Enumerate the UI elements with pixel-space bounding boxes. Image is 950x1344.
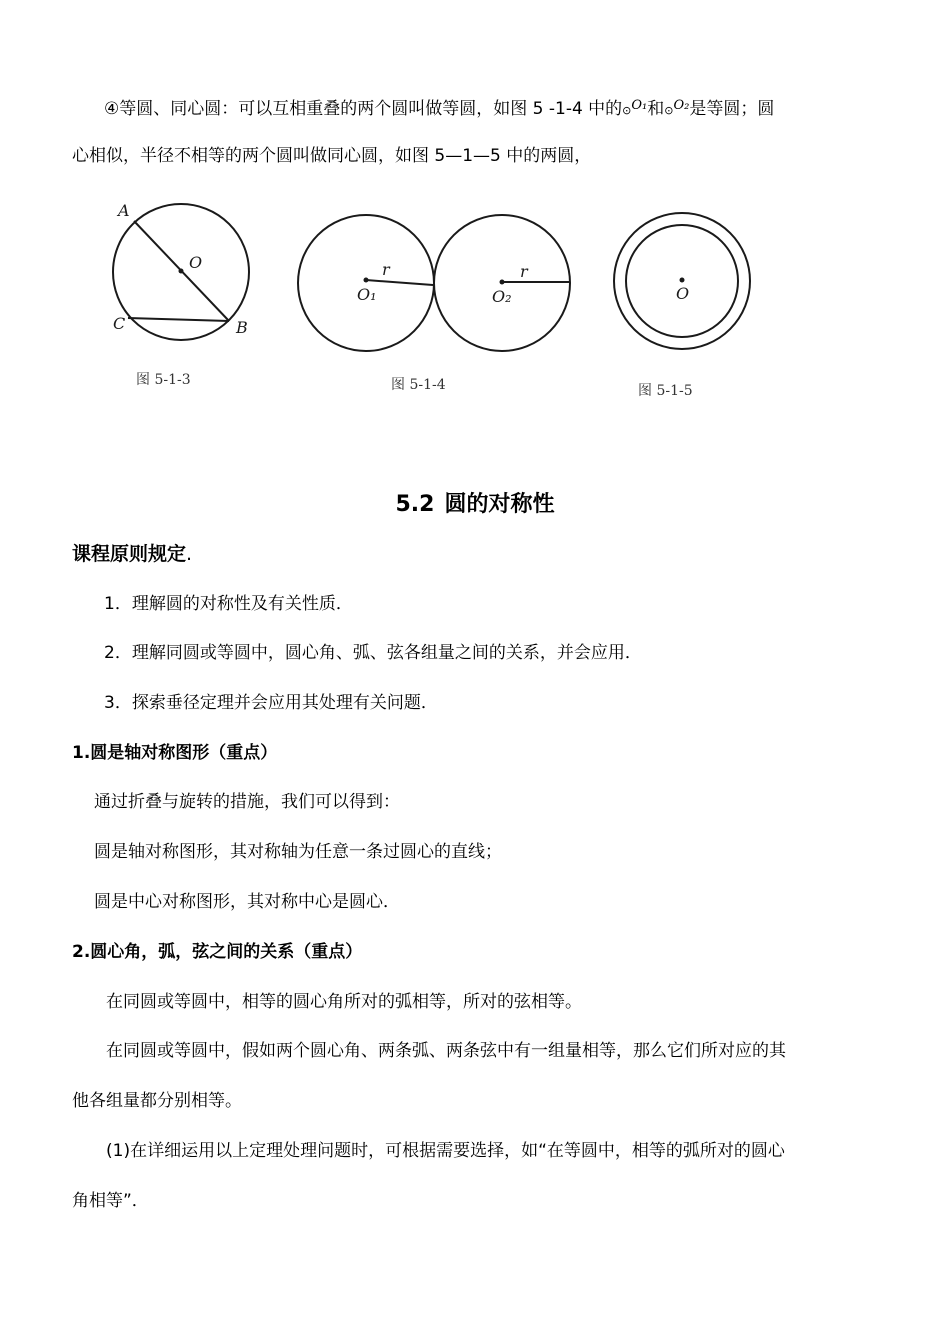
fig1-label-o: O <box>189 253 203 272</box>
intro-line-1-prefix: ④等圆、同心圆：可以互相重叠的两个圆叫做等圆，如图 5 -1-4 中的 <box>104 99 623 119</box>
section-title <box>0 490 950 520</box>
standard-heading-suffix: . <box>186 543 193 565</box>
fig1-chord-cb <box>128 318 229 321</box>
figures-area <box>0 0 950 420</box>
figure-5-1-3 <box>113 201 249 388</box>
fig1-center-dot <box>179 269 184 274</box>
standard-heading-text: 课程原则规定 <box>72 543 187 565</box>
figure-5-1-4 <box>298 215 570 393</box>
fig1-label-c: C <box>113 314 126 333</box>
fig2-center-dot-1 <box>364 278 369 283</box>
point2-line-5: 角相等”． <box>72 1191 149 1211</box>
fig2-label-o2: O₂ <box>492 287 512 306</box>
point2-line-4: (1)在详细运用以上定理处理问题时，可根据需要选择，如“在等圆中，相等的弧所对的圆心 <box>106 1141 785 1161</box>
fig2-label-o1: O₁ <box>357 285 377 304</box>
fig3-label-o: O <box>676 284 690 303</box>
fig1-label-b: B <box>236 318 248 337</box>
standard-item-2: 2．理解同圆或等圆中，圆心角、弧、弦各组量之间的关系，并会应用． <box>104 643 642 663</box>
fig2-caption: 图 5-1-4 <box>391 377 446 393</box>
standard-item-1: 1．理解圆的对称性及有关性质． <box>104 594 353 614</box>
fig1-label-a: A <box>118 201 130 220</box>
point2-heading: 2.圆心角，弧，弦之间的关系（重点） <box>72 942 363 962</box>
point2-line-2: 在同圆或等圆中，假如两个圆心角、两条弧、两条弦中有一组量相等，那么它们所对应的其 <box>106 1041 786 1061</box>
intro-line-2: 心相似，半径不相等的两个圆叫做同心圆，如图 5—1—5 中的两圆， <box>72 146 592 166</box>
o1-symbol: O₁ <box>631 98 648 113</box>
standard-item-3: 3．探索垂径定理并会应用其处理有关问题． <box>104 693 438 713</box>
o2-symbol: O₂ <box>673 98 690 113</box>
intro-line-1-suffix: 是等圆；圆 <box>689 99 775 119</box>
point1-heading: 1.圆是轴对称图形（重点） <box>72 743 278 763</box>
section-title-text: 圆的对称性 <box>444 492 555 517</box>
figure-5-1-5 <box>614 213 750 399</box>
fig2-label-r2: r <box>520 262 528 281</box>
fig2-label-r1: r <box>382 260 390 279</box>
point1-line-1: 通过折叠与旋转的措施，我们可以得到： <box>94 792 400 812</box>
point1-line-2: 圆是轴对称图形，其对称轴为任意一条过圆心的直线； <box>94 842 502 862</box>
fig1-caption: 图 5-1-3 <box>136 372 191 388</box>
fig3-center-dot <box>680 278 685 283</box>
point2-line-1: 在同圆或等圆中，相等的圆心角所对的弧相等，所对的弦相等。 <box>106 992 582 1012</box>
fig3-caption: 图 5-1-5 <box>638 383 693 399</box>
point1-line-3: 圆是中心对称图形，其对称中心是圆心． <box>94 892 400 912</box>
circle-symbol-2: ⊙ <box>664 104 674 117</box>
section-number: 5.2 <box>395 492 435 517</box>
and-word: 和 <box>647 99 665 119</box>
standard-heading <box>72 542 192 566</box>
circle-symbol-1: ⊙ <box>622 104 632 117</box>
fig2-center-dot-2 <box>500 280 505 285</box>
point2-line-3: 他各组量都分别相等。 <box>72 1091 242 1111</box>
